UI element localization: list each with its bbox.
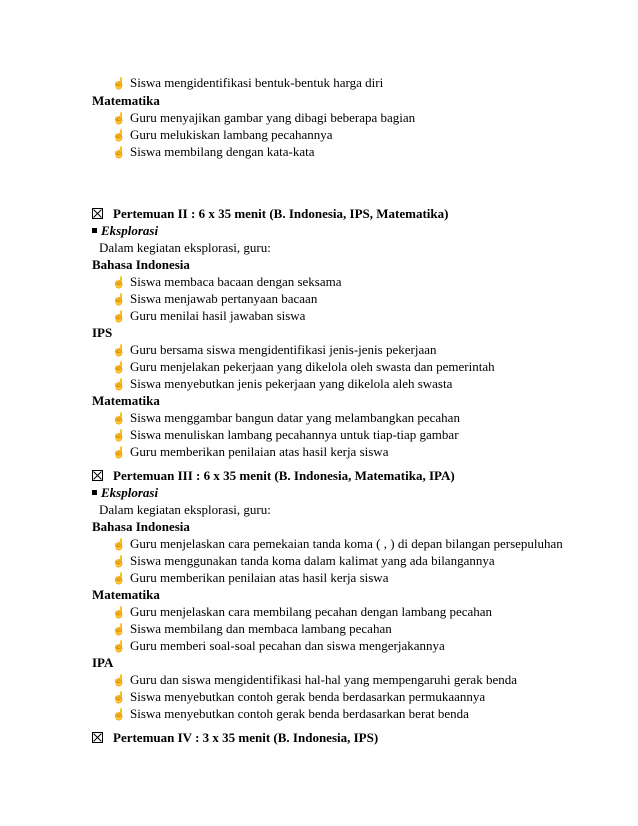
hand-pointer-icon: ☝ <box>112 539 126 551</box>
hand-pointer-icon: ☝ <box>112 573 126 585</box>
list-item: ☝ Guru memberi soal-soal pecahan dan siswa mengerjakannya <box>112 638 445 653</box>
list-item: ☝ Guru melukiskan lambang pecahannya <box>112 127 333 142</box>
hand-pointer-icon: ☝ <box>112 113 126 125</box>
square-bullet-icon <box>92 228 97 233</box>
hand-pointer-icon: ☝ <box>112 277 126 289</box>
eksplorasi-label: Eksplorasi <box>92 485 158 501</box>
subject-heading: Bahasa Indonesia <box>92 257 190 272</box>
list-item: ☝ Siswa menggunakan tanda koma dalam kalimat yang ada bilangannya <box>112 553 495 568</box>
hand-pointer-icon: ☝ <box>112 413 126 425</box>
subject-heading: Matematika <box>92 93 160 108</box>
list-item: ☝ Guru menjelaskan cara pemekaian tanda koma ( , ) di depan bilangan persepuluhan <box>112 536 563 551</box>
list-item: ☝ Siswa menyebutkan jenis pekerjaan yang dikelola aleh swasta <box>112 376 453 391</box>
hand-pointer-icon: ☝ <box>112 675 126 687</box>
list-item: ☝ Siswa menggambar bangun datar yang melambangkan pecahan <box>112 410 460 425</box>
list-item: ☝ Guru bersama siswa mengidentifikasi jenis-jenis pekerjaan <box>112 342 437 357</box>
subject-heading: Bahasa Indonesia <box>92 519 190 534</box>
hand-pointer-icon: ☝ <box>112 709 126 721</box>
subject-heading: Matematika <box>92 587 160 602</box>
hand-pointer-icon: ☝ <box>112 692 126 704</box>
square-bullet-icon <box>92 490 97 495</box>
list-item: ☝ Siswa membilang dengan kata-kata <box>112 144 315 159</box>
list-item: ☝ Guru memberikan penilaian atas hasil kerja siswa <box>112 444 389 459</box>
hand-pointer-icon: ☝ <box>112 78 126 90</box>
list-item: ☝ Guru menilai hasil jawaban siswa <box>112 308 306 323</box>
checkbox-x-icon <box>92 208 103 219</box>
list-item: ☝ Siswa menjawab pertanyaan bacaan <box>112 291 318 306</box>
hand-pointer-icon: ☝ <box>112 447 126 459</box>
eksplorasi-label: Eksplorasi <box>92 223 158 239</box>
pertemuan-4-heading: Pertemuan IV : 3 x 35 menit (B. Indonesia, IPS) <box>92 730 378 746</box>
list-item: ☝ Guru menyajikan gambar yang dibagi beberapa bagian <box>112 110 416 125</box>
list-item: ☝ Guru menjelakan pekerjaan yang dikelola oleh swasta dan pemerintah <box>112 359 495 374</box>
eksplorasi-intro: Dalam kegiatan eksplorasi, guru: <box>99 240 271 255</box>
hand-pointer-icon: ☝ <box>112 311 126 323</box>
hand-pointer-icon: ☝ <box>112 362 126 374</box>
list-item: ☝ Siswa menyebutkan contoh gerak benda berdasarkan berat benda <box>112 706 469 721</box>
checkbox-x-icon <box>92 732 103 743</box>
subject-heading: IPS <box>92 325 113 340</box>
list-item: ☝ Siswa membaca bacaan dengan seksama <box>112 274 342 289</box>
list-item: ☝ Guru memberikan penilaian atas hasil kerja siswa <box>112 570 389 585</box>
hand-pointer-icon: ☝ <box>112 624 126 636</box>
hand-pointer-icon: ☝ <box>112 607 126 619</box>
hand-pointer-icon: ☝ <box>112 556 126 568</box>
list-item: ☝ Siswa membilang dan membaca lambang pecahan <box>112 621 392 636</box>
hand-pointer-icon: ☝ <box>112 641 126 653</box>
pertemuan-2-heading: Pertemuan II : 6 x 35 menit (B. Indonesia, IPS, Matematika) <box>92 206 448 222</box>
list-item: ☝ Guru menjelaskan cara membilang pecahan dengan lambang pecahan <box>112 604 493 619</box>
pertemuan-3-heading: Pertemuan III : 6 x 35 menit (B. Indonesia, Matematika, IPA) <box>92 468 455 484</box>
list-item: ☝ Siswa menuliskan lambang pecahannya untuk tiap-tiap gambar <box>112 427 459 442</box>
hand-pointer-icon: ☝ <box>112 147 126 159</box>
eksplorasi-intro: Dalam kegiatan eksplorasi, guru: <box>99 502 271 517</box>
checkbox-x-icon <box>92 470 103 481</box>
list-item: ☝ Siswa mengidentifikasi bentuk-bentuk harga diri <box>112 75 384 90</box>
hand-pointer-icon: ☝ <box>112 430 126 442</box>
hand-pointer-icon: ☝ <box>112 130 126 142</box>
subject-heading: IPA <box>92 655 114 670</box>
subject-heading: Matematika <box>92 393 160 408</box>
hand-pointer-icon: ☝ <box>112 379 126 391</box>
hand-pointer-icon: ☝ <box>112 294 126 306</box>
list-item: ☝ Guru dan siswa mengidentifikasi hal-hal yang mempengaruhi gerak benda <box>112 672 517 687</box>
hand-pointer-icon: ☝ <box>112 345 126 357</box>
list-item: ☝ Siswa menyebutkan contoh gerak benda berdasarkan permukaannya <box>112 689 486 704</box>
